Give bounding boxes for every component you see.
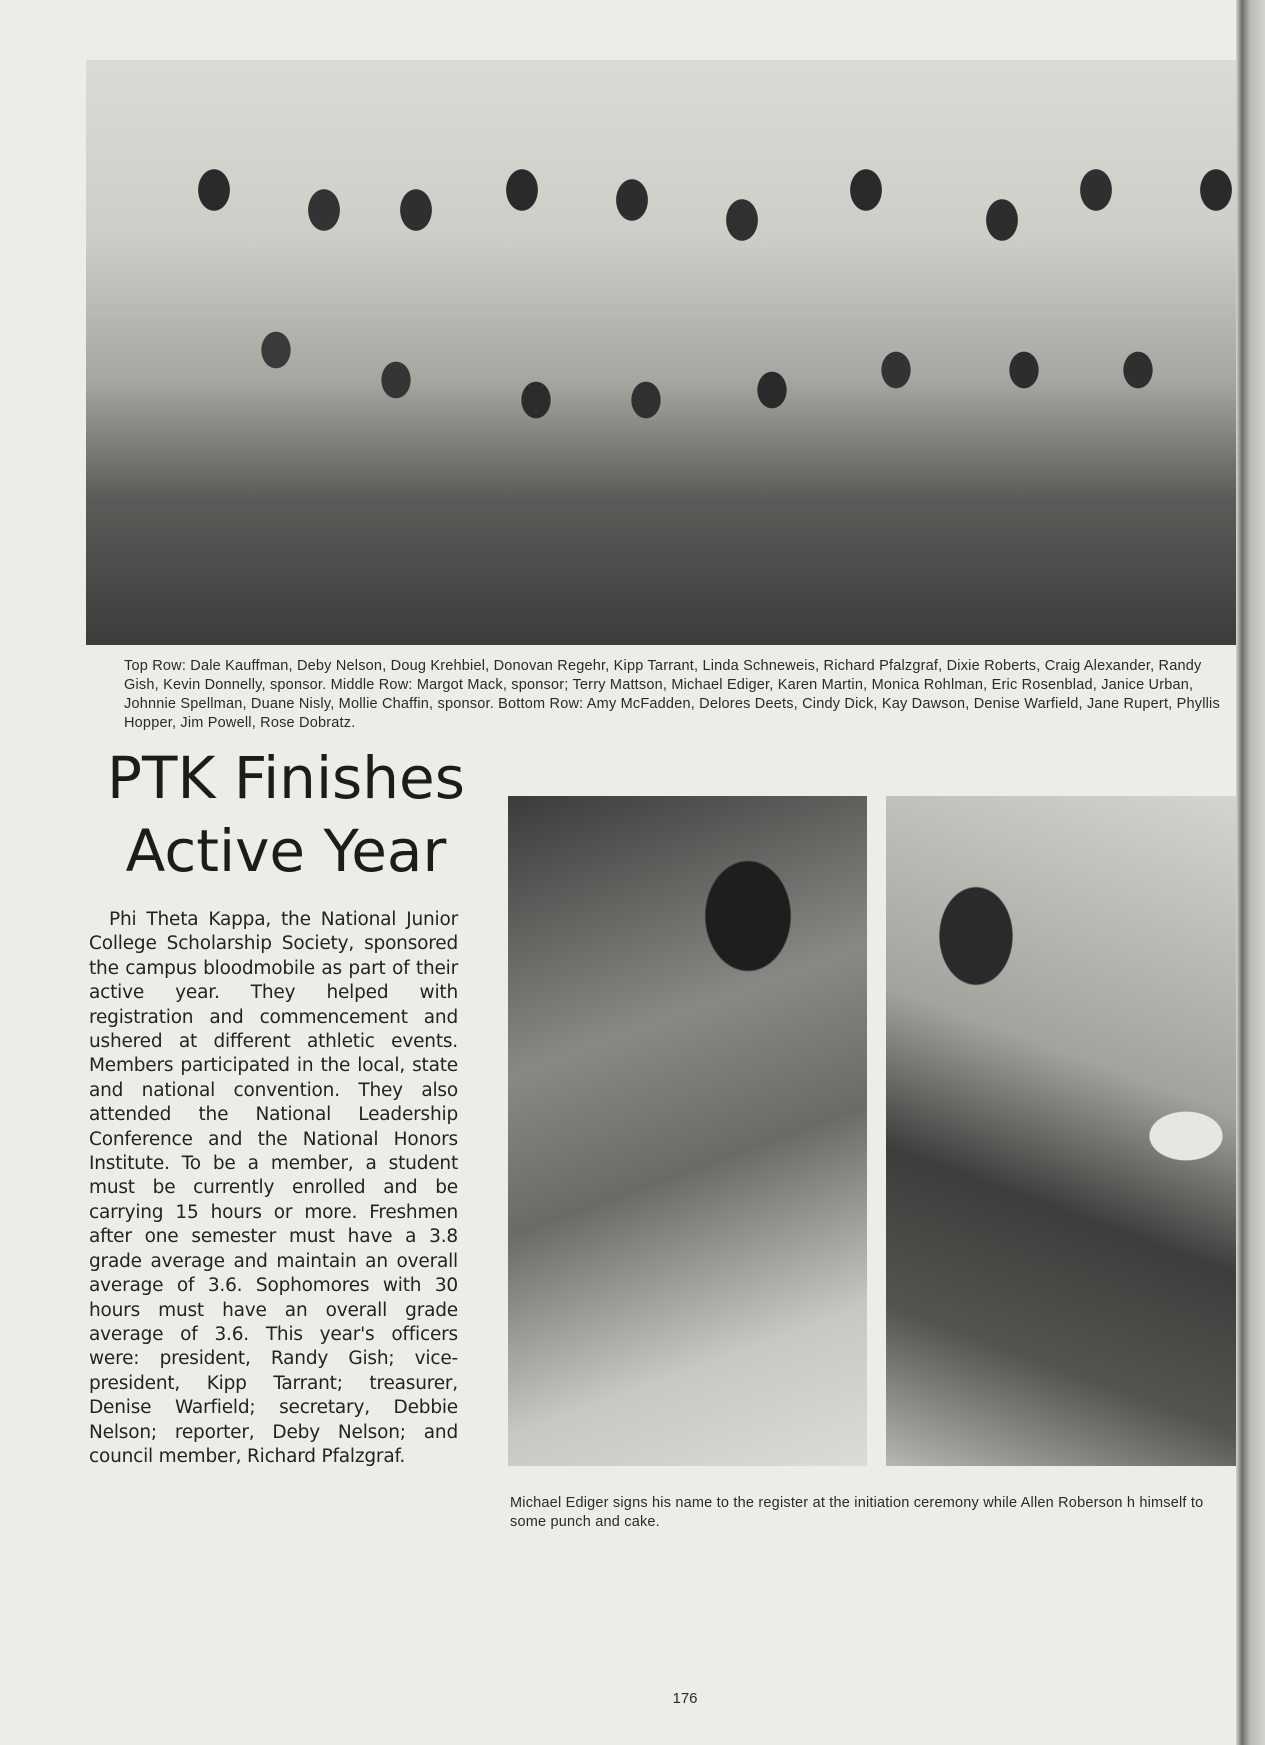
photos-caption: Michael Ediger signs his name to the register at the initiation ceremony while Allen Roberson h himself to some punch and cake. [510, 1495, 1204, 1530]
group-photo-caption: Top Row: Dale Kauffman, Deby Nelson, Doug Krehbiel, Donovan Regehr, Kipp Tarrant, Linda Schneweis, Richard Pfalzgraf, Dixie Roberts, Craig Alexander, Randy Gish, Kevin Donnelly, sponsor. Middle Row: Margot Mack, sponsor; Terry Mattson, Michael Ediger, Karen Martin, Monica Rohlman, Eric Rosenblad, Janice Urban, Johnnie Spellman, Duane Nisly, Mollie Chaffin, sponsor. Bottom Row: Amy McFadden, Delores Deets, Cindy Dick, Kay Dawson, Denise Warfield, Jane Rupert, Phyllis Hopper, Jim Powell, Rose Dobratz. [124, 658, 1220, 731]
photo-signing-register [508, 796, 867, 1466]
article-headline: PTK Finishes Active Year [107, 744, 465, 885]
photo-punch-and-cake [886, 796, 1236, 1466]
article-body: Phi Theta Kappa, the National Junior College Scholarship Society, sponsored the campus bloodmobile as part of their active year. They helped with registration and commencement and ushered at different athletic events. Members participated in the local, state and national convention. They also attended the National Leadership Conference and the National Honors Institute. To be a member, a student must be currently enrolled and be carrying 15 hours or more. Freshmen after one semester must have a 3.8 grade average and maintain an overall average of 3.6. Sophomores with 30 hours must have an overall grade average of 3.6. This year's officers were: president, Randy Gish; vice-president, Kipp Tarrant; treasurer, Denise Warfield; secretary, Debbie Nelson; reporter, Deby Nelson; and council member, Richard Pfalzgraf. [89, 909, 458, 1467]
page-number: 176 [672, 1690, 698, 1707]
page-gutter-shadow [1236, 0, 1265, 1745]
group-photo [86, 60, 1236, 645]
